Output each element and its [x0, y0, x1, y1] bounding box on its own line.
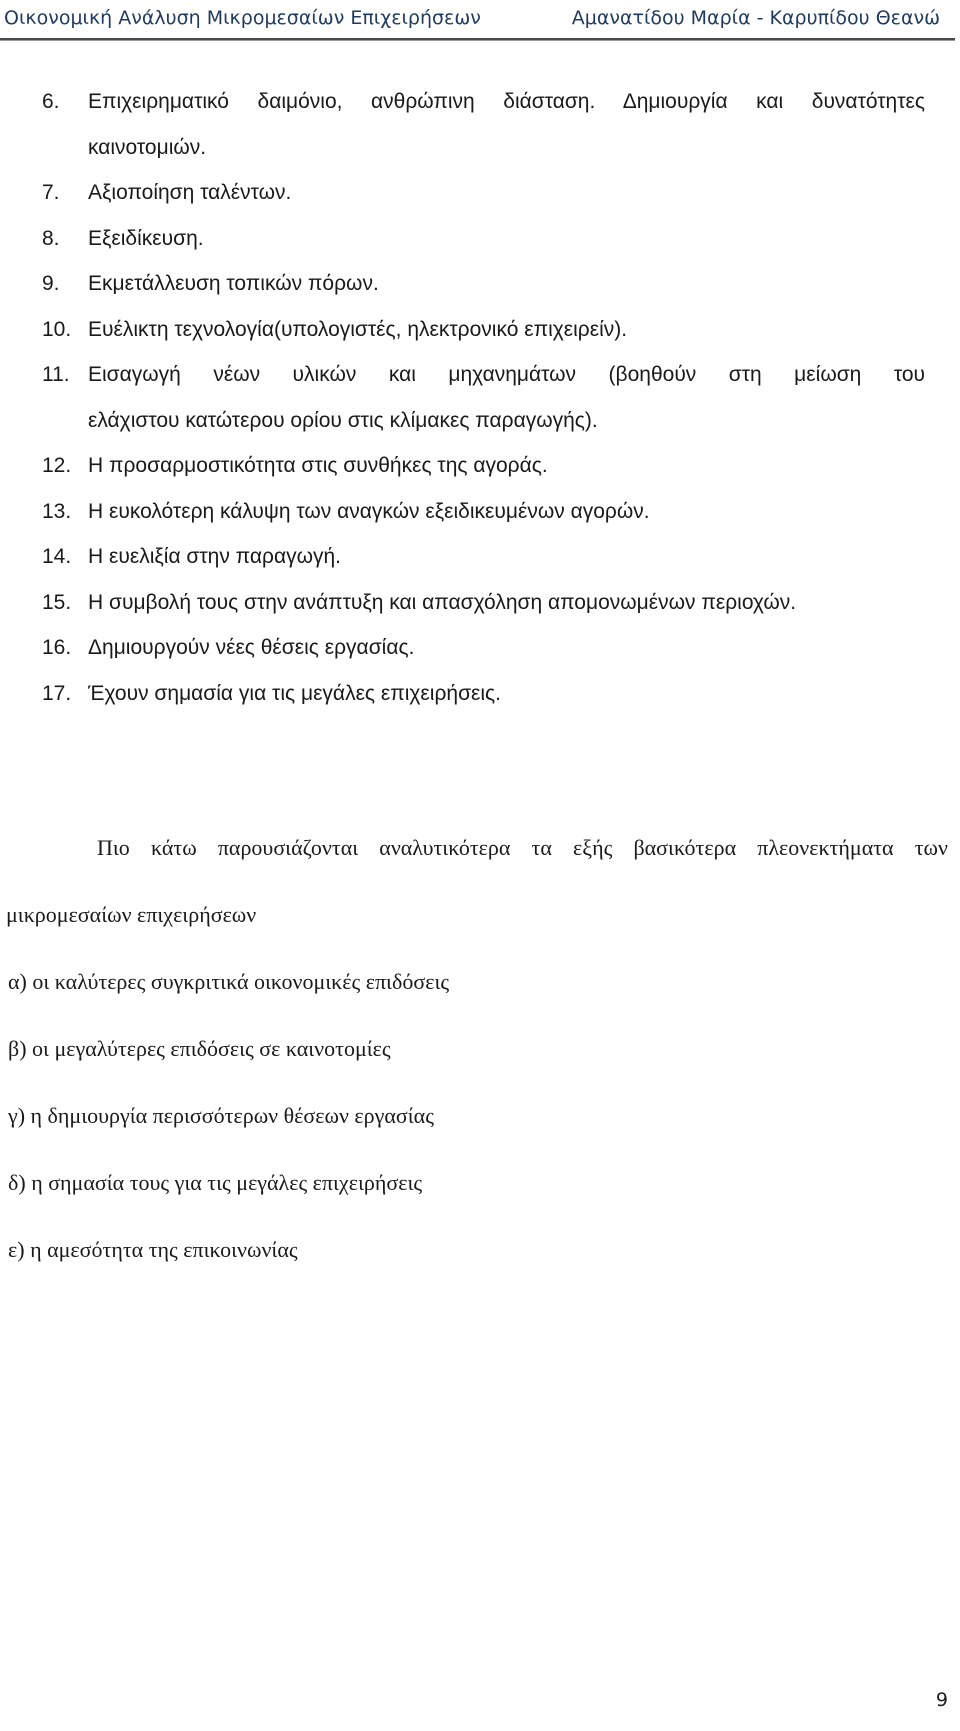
list-item-8	[0, 216, 955, 262]
list-item-number: 10.	[42, 317, 72, 341]
list-item-number: 8.	[42, 226, 60, 250]
list-item-number: 17.	[42, 681, 72, 705]
list-item-text: Η συμβολή τους στην ανάπτυξη και απασχόληση απομονωμένων περιοχών.	[88, 590, 797, 614]
list-item-text: Εκμετάλλευση τοπικών πόρων.	[88, 272, 379, 295]
point-e: ε) η αμεσότητα της επικοινωνίας	[8, 1237, 298, 1262]
list-item-text: Η ευκολότερη κάλυψη των αναγκών εξειδικευμένων αγορών.	[88, 499, 650, 523]
point-d: δ) η σημασία τους για τις μεγάλες επιχειρήσεις	[8, 1170, 423, 1195]
header-document-title: Οικονομική Ανάλυση Μικρομεσαίων Επιχειρήσεων	[4, 7, 481, 29]
intro-paragraph: Πιο κάτω παρουσιάζονται αναλυτικότερα τα εξής βασικότερα πλεονεκτήματα των μικρομεσαίων επιχειρήσεων	[6, 835, 948, 927]
list-item-6-continued	[0, 125, 955, 171]
list-item-number: 9.	[42, 272, 60, 295]
list-item-number: 11.	[42, 363, 70, 386]
list-item-17	[0, 671, 955, 717]
list-item-number: 12.	[42, 454, 72, 477]
point-a: α) οι καλύτερες συγκριτικά οικονομικές επιδόσεις	[8, 969, 450, 994]
list-item-number: 14.	[42, 545, 72, 568]
page-number: 9	[935, 1689, 948, 1711]
list-item-number: 16.	[42, 636, 72, 659]
advantages-list	[0, 79, 955, 716]
list-item-14	[0, 534, 955, 580]
list-item-13	[0, 489, 955, 535]
list-item-text: Δημιουργούν νέες θέσεις εργασίας.	[88, 636, 415, 659]
list-item-text: Η ευελιξία στην παραγωγή.	[88, 545, 342, 568]
list-item-6	[0, 79, 955, 125]
page-header	[0, 0, 960, 40]
list-item-11	[0, 352, 955, 398]
list-item-text: Εξειδίκευση.	[88, 226, 204, 250]
point-c: γ) η δημιουργία περισσότερων θέσεων εργασίας	[8, 1103, 434, 1128]
advantages-points	[0, 948, 955, 1283]
page-body	[0, 79, 955, 1283]
list-item-text: Η προσαρμοστικότητα στις συνθήκες της αγοράς.	[88, 454, 548, 477]
list-item-number: 13.	[42, 499, 72, 523]
list-item-number: 15.	[42, 590, 72, 614]
list-item-text: Ευέλικτη τεχνολογία(υπολογιστές, ηλεκτρονικό επιχειρείν).	[88, 317, 628, 341]
list-item-10	[0, 307, 955, 353]
list-item-text: ελάχιστου κατώτερου ορίου στις κλίμακες παραγωγής).	[88, 408, 598, 432]
list-item-12	[0, 443, 955, 489]
list-item-15	[0, 580, 955, 626]
point-b: β) οι μεγαλύτερες επιδόσεις σε καινοτομίες	[8, 1036, 391, 1061]
list-item-text: καινοτομιών.	[88, 135, 207, 159]
list-item-11-continued	[0, 398, 955, 444]
list-item-text: Έχουν σημασία για τις μεγάλες επιχειρήσεις.	[88, 681, 502, 705]
list-item-9	[0, 261, 955, 307]
header-authors: Αμανατίδου Μαρία - Καρυπίδου Θεανώ	[571, 7, 940, 29]
list-item-text: Επιχειρηματικό δαιμόνιο, ανθρώπινη διάσταση. Δημιουργία και δυνατότητες	[88, 90, 925, 113]
section-spacer	[0, 716, 955, 814]
list-item-7	[0, 170, 955, 216]
list-item-number: 7.	[42, 181, 60, 204]
list-item-16	[0, 625, 955, 671]
list-item-text: Εισαγωγή νέων υλικών και μηχανημάτων (βοηθούν στη μείωση του	[88, 363, 925, 386]
list-item-text: Αξιοποίηση ταλέντων.	[88, 181, 292, 204]
list-item-number: 6.	[42, 90, 60, 113]
header-divider	[0, 38, 955, 41]
